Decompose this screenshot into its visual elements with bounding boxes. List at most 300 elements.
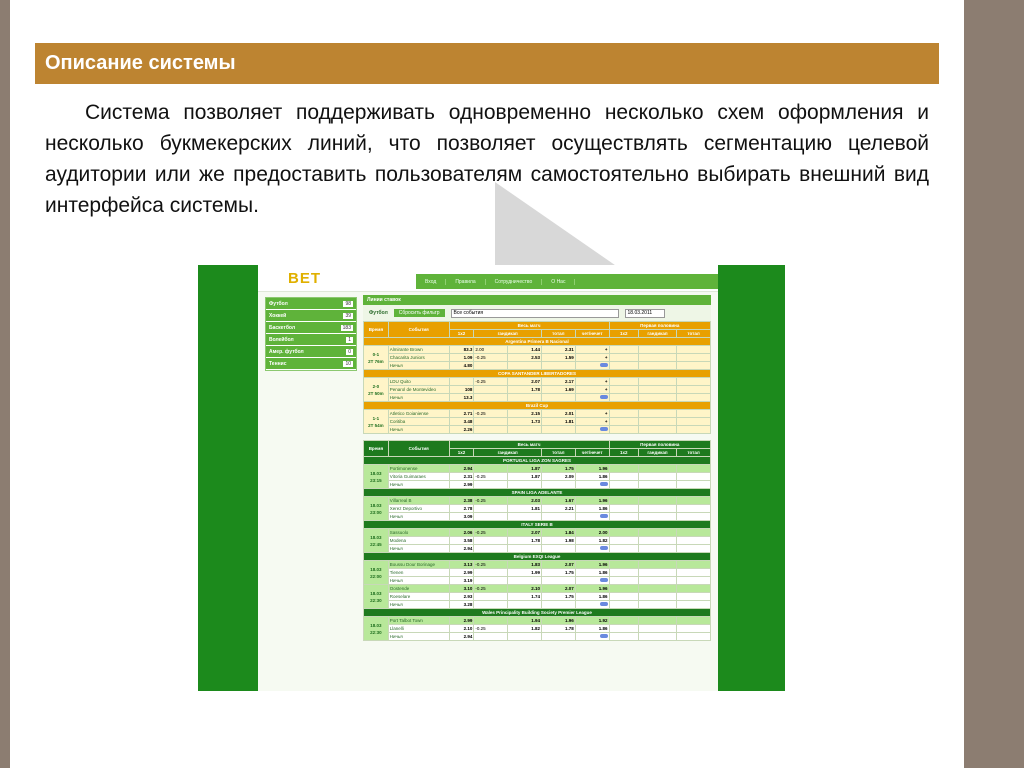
team-name: Boussu Dour Borinage [388,561,449,569]
odds-even-odd-value: 1.86 [598,506,608,511]
info-icon[interactable] [600,602,608,606]
half-total[interactable] [677,473,711,481]
half-1x2[interactable] [609,426,638,434]
info-icon[interactable] [600,363,608,367]
half-total[interactable] [677,625,711,633]
decorative-triangle [495,182,625,272]
odds-total[interactable]: 1.78 [541,625,575,633]
odds-even-odd[interactable] [575,561,609,569]
odds-total[interactable] [541,577,575,585]
handicap-value [474,386,508,394]
odds-handicap[interactable] [508,513,542,521]
odds-1x2[interactable]: 2.26 [449,426,474,434]
sidebar-item-label: Амер. футбол [269,348,304,355]
sidebar-item-5[interactable] [266,358,356,370]
odds-total[interactable] [541,545,575,553]
half-1x2[interactable] [609,617,638,625]
odds-handicap[interactable]: 1.82 [508,625,542,633]
event-clock: 22:30 [370,629,382,635]
subheader-cell: 1x2 [609,449,638,457]
odds-even-odd[interactable] [575,378,609,386]
info-icon[interactable] [600,395,608,399]
half-handicap[interactable] [638,545,676,553]
half-1x2[interactable] [609,569,638,577]
odds-handicap[interactable]: 1.73 [508,418,542,426]
odds-even-odd[interactable] [575,537,609,545]
table-row [364,354,711,362]
betting-site-screenshot [198,265,785,691]
half-total[interactable] [677,585,711,593]
half-total[interactable] [677,418,711,426]
league-row [364,338,711,346]
header-row [364,441,711,449]
odds-total[interactable]: 1.98 [541,537,575,545]
odds-1x2[interactable]: 2.99 [449,617,474,625]
half-handicap[interactable] [638,537,676,545]
info-icon[interactable] [600,514,608,518]
half-handicap[interactable] [638,410,676,418]
team-name: Villarreal B [388,497,449,505]
odds-handicap[interactable] [508,481,542,489]
betting-lines [363,295,711,641]
half-1x2[interactable] [609,545,638,553]
odds-1x2[interactable] [449,378,474,386]
odds-1x2[interactable]: 3.10 [449,585,474,593]
odds-1x2[interactable]: 2.94 [449,465,474,473]
half-total[interactable] [677,497,711,505]
half-total[interactable] [677,593,711,601]
odds-handicap[interactable] [508,426,542,434]
half-1x2[interactable] [609,362,638,370]
odds-total[interactable]: 1.75 [541,569,575,577]
half-1x2[interactable] [609,561,638,569]
odds-even-odd[interactable] [575,569,609,577]
half-1x2[interactable] [609,585,638,593]
sidebar-item-0[interactable] [266,298,356,310]
half-total[interactable] [677,633,711,641]
odds-handicap[interactable]: 2.15 [508,410,542,418]
odds-even-odd[interactable] [575,577,609,585]
odds-even-odd-value: 1.96 [598,498,608,503]
odds-handicap[interactable]: 1.74 [508,593,542,601]
half-1x2[interactable] [609,577,638,585]
site-nav [416,274,718,289]
team-name: Almirante Brown [388,346,449,354]
half-handicap[interactable] [638,497,676,505]
odds-even-odd[interactable] [575,354,609,362]
half-total[interactable] [677,577,711,585]
odds-even-odd-value: + [604,347,608,352]
odds-even-odd[interactable] [575,625,609,633]
half-handicap[interactable] [638,593,676,601]
odds-handicap[interactable]: 2.03 [508,497,542,505]
odds-handicap[interactable] [508,633,542,641]
odds-1x2[interactable]: 2.71 [449,410,474,418]
table-row [364,577,711,585]
odds-handicap[interactable]: 1.83 [508,561,542,569]
table-row [364,617,711,625]
event-score: 18.03 [370,470,382,476]
table-row [364,386,711,394]
half-handicap[interactable] [638,394,676,402]
half-handicap[interactable] [638,529,676,537]
odds-total[interactable]: 2.09 [541,473,575,481]
odds-total[interactable]: 1.84 [541,529,575,537]
table-row [364,378,711,386]
half-total[interactable] [677,378,711,386]
half-1x2[interactable] [609,354,638,362]
league-name: Brazil Cup [364,402,711,410]
odds-total[interactable]: 1.69 [541,386,575,394]
half-total[interactable] [677,394,711,402]
table-row [364,426,711,434]
odds-total[interactable] [541,481,575,489]
event-time [364,346,389,370]
odds-even-odd[interactable] [575,410,609,418]
half-1x2[interactable] [609,625,638,633]
half-1x2[interactable] [609,601,638,609]
info-icon[interactable] [600,578,608,582]
half-handicap[interactable] [638,465,676,473]
half-handicap[interactable] [638,577,676,585]
reset-filter-button[interactable]: Сбросить фильтр [394,309,445,317]
half-total[interactable] [677,537,711,545]
odds-even-odd[interactable] [575,513,609,521]
handicap-value [474,362,508,370]
odds-handicap[interactable] [508,394,542,402]
team-name: Modena [388,537,449,545]
odds-total[interactable] [541,394,575,402]
half-1x2[interactable] [609,394,638,402]
odds-handicap[interactable] [508,545,542,553]
subheader-cell: тотал [541,449,575,457]
subheader-cell: гандикап [638,330,676,338]
header-time: Время [364,441,389,457]
sidebar-item-1[interactable] [266,310,356,322]
table-row [364,513,711,521]
half-1x2[interactable] [609,505,638,513]
site-page [258,265,718,691]
half-handicap[interactable] [638,569,676,577]
odds-total[interactable]: 1.81 [541,418,575,426]
handicap-value [474,577,508,585]
half-handicap[interactable] [638,386,676,394]
odds-1x2[interactable]: 1.09 [449,354,474,362]
odds-total[interactable] [541,633,575,641]
odds-1x2[interactable]: 3.58 [449,537,474,545]
team-name: Ничья [388,601,449,609]
odds-even-odd-value: 1.86 [598,626,608,631]
odds-1x2[interactable]: 2.99 [449,569,474,577]
half-handicap[interactable] [638,473,676,481]
half-1x2[interactable] [609,497,638,505]
half-1x2[interactable] [609,481,638,489]
subheader-cell: тотал [677,449,711,457]
site-logo: BET [288,270,321,287]
league-row [364,609,711,617]
odds-even-odd[interactable] [575,418,609,426]
half-total[interactable] [677,617,711,625]
half-total[interactable] [677,481,711,489]
half-1x2[interactable] [609,529,638,537]
league-row [364,521,711,529]
team-name: Ничья [388,394,449,402]
odds-total[interactable]: 2.17 [541,378,575,386]
odds-handicap[interactable] [508,577,542,585]
half-1x2[interactable] [609,418,638,426]
half-1x2[interactable] [609,346,638,354]
team-name: Llanelli [388,625,449,633]
site-header [258,265,718,292]
event-clock: 22:45 [370,541,382,547]
date-select[interactable]: 18.03.2011 [625,309,665,318]
odds-total[interactable] [541,426,575,434]
team-name: Ничья [388,545,449,553]
odds-handicap[interactable]: 1.87 [508,473,542,481]
odds-handicap[interactable]: 1.94 [508,617,542,625]
nav-login[interactable]: Вход [416,279,446,285]
info-icon[interactable] [600,427,608,431]
half-handicap[interactable] [638,585,676,593]
odds-even-odd[interactable] [575,426,609,434]
lines-title: Линии ставок [363,295,711,305]
odds-even-odd[interactable] [575,593,609,601]
half-total[interactable] [677,545,711,553]
half-handicap[interactable] [638,346,676,354]
odds-even-odd[interactable] [575,473,609,481]
odds-1x2[interactable]: 3.19 [449,577,474,585]
odds-1x2[interactable]: 2.93 [449,593,474,601]
table-row [364,545,711,553]
half-handicap[interactable] [638,354,676,362]
odds-handicap[interactable]: 1.78 [508,537,542,545]
odds-handicap[interactable] [508,362,542,370]
odds-handicap[interactable]: 1.87 [508,465,542,473]
table-row [364,346,711,354]
odds-handicap[interactable]: 2.07 [508,529,542,537]
event-select[interactable]: Все события [451,309,619,318]
odds-handicap[interactable]: 2.53 [508,354,542,362]
half-handicap[interactable] [638,426,676,434]
odds-1x2[interactable]: 3.48 [449,418,474,426]
odds-even-odd[interactable] [575,617,609,625]
half-total[interactable] [677,513,711,521]
odds-total[interactable] [541,513,575,521]
odds-even-odd[interactable] [575,386,609,394]
odds-1x2[interactable]: 83.3 [449,346,474,354]
odds-1x2[interactable]: 2.94 [449,545,474,553]
odds-handicap[interactable]: 1.99 [508,569,542,577]
league-name: PORTUGAL LIGA ZON SAGRES [364,457,711,465]
half-1x2[interactable] [609,378,638,386]
team-name: Ничья [388,633,449,641]
header-events: События [388,441,449,457]
odds-1x2[interactable]: 3.13 [449,561,474,569]
nav-partners[interactable]: Сотрудничество [486,279,543,285]
half-total[interactable] [677,346,711,354]
odds-total[interactable]: 2.07 [541,561,575,569]
team-name: Sassuolo [388,529,449,537]
odds-total[interactable]: 2.01 [541,410,575,418]
sidebar-item-count: 98 [345,300,351,307]
half-total[interactable] [677,386,711,394]
odds-total[interactable]: 1.75 [541,593,575,601]
odds-even-odd-value: + [604,387,608,392]
odds-total[interactable]: 2.31 [541,346,575,354]
half-handicap[interactable] [638,505,676,513]
info-icon[interactable] [600,482,608,486]
sidebar-item-label: Баскетбол [269,324,296,331]
odds-even-odd[interactable] [575,465,609,473]
half-total[interactable] [677,505,711,513]
table-row [364,481,711,489]
league-name: ITALY SERIE B [364,521,711,529]
half-total[interactable] [677,362,711,370]
half-handicap[interactable] [638,362,676,370]
half-1x2[interactable] [609,513,638,521]
half-total[interactable] [677,465,711,473]
odds-even-odd[interactable] [575,585,609,593]
half-total[interactable] [677,410,711,418]
half-handicap[interactable] [638,625,676,633]
odds-handicap[interactable]: 1.78 [508,386,542,394]
odds-total[interactable]: 1.75 [541,465,575,473]
event-clock: 22:00 [370,573,382,579]
odds-total[interactable]: 1.67 [541,497,575,505]
half-total[interactable] [677,561,711,569]
half-total[interactable] [677,354,711,362]
half-total[interactable] [677,529,711,537]
half-handicap[interactable] [638,633,676,641]
nav-about[interactable]: О Нас [542,279,575,285]
half-1x2[interactable] [609,410,638,418]
odds-1x2[interactable]: 2.99 [449,481,474,489]
handicap-value [474,617,508,625]
odds-total[interactable]: 1.96 [541,617,575,625]
odds-even-odd[interactable] [575,633,609,641]
half-handicap[interactable] [638,617,676,625]
event-time [364,465,389,489]
odds-even-odd[interactable] [575,505,609,513]
subheader-cell: 1x2 [609,330,638,338]
half-1x2[interactable] [609,633,638,641]
handicap-value [474,633,508,641]
half-1x2[interactable] [609,465,638,473]
header-full-match: Весь матч [449,441,609,449]
subheader-cell: гандикап [638,449,676,457]
odds-1x2[interactable]: 3.28 [449,601,474,609]
odds-even-odd[interactable] [575,346,609,354]
odds-1x2[interactable]: 2.38 [449,497,474,505]
half-1x2[interactable] [609,386,638,394]
half-total[interactable] [677,569,711,577]
odds-1x2[interactable]: 4.80 [449,362,474,370]
league-name: COPA SANTANDER LIBERTADORES [364,370,711,378]
odds-even-odd-value: 1.86 [598,474,608,479]
filter-sport[interactable]: Футбол [369,310,388,316]
info-icon[interactable] [600,546,608,550]
half-1x2[interactable] [609,473,638,481]
odds-even-odd-value: 1.92 [598,618,608,623]
handicap-value: 2.00 [474,346,508,354]
event-score: 18.03 [370,566,382,572]
odds-handicap[interactable]: 2.10 [508,585,542,593]
odds-even-odd-value: 1.96 [598,466,608,471]
half-handicap[interactable] [638,481,676,489]
info-icon[interactable] [600,634,608,638]
half-total[interactable] [677,601,711,609]
odds-total[interactable] [541,601,575,609]
odds-even-odd[interactable] [575,394,609,402]
odds-even-odd[interactable] [575,362,609,370]
half-1x2[interactable] [609,593,638,601]
subheader-cell: тотал [677,330,711,338]
odds-1x2[interactable]: 2.06 [449,529,474,537]
handicap-value [474,418,508,426]
odds-1x2[interactable]: 13.3 [449,394,474,402]
sidebar-item-2[interactable] [266,322,356,334]
half-1x2[interactable] [609,537,638,545]
left-frame-bar [0,0,10,768]
odds-total[interactable]: 2.21 [541,505,575,513]
event-time [364,497,389,521]
half-handicap[interactable] [638,601,676,609]
half-handicap[interactable] [638,561,676,569]
odds-handicap[interactable]: 1.81 [508,505,542,513]
handicap-value [474,601,508,609]
odds-1x2[interactable]: 2.78 [449,505,474,513]
odds-even-odd[interactable] [575,497,609,505]
league-row [364,489,711,497]
odds-total[interactable]: 1.59 [541,354,575,362]
odds-even-odd-value: + [604,411,608,416]
subheader-cell: 1x2 [449,449,474,457]
odds-even-odd[interactable] [575,481,609,489]
odds-total[interactable]: 2.07 [541,585,575,593]
half-total[interactable] [677,426,711,434]
odds-1x2[interactable]: 108 [449,386,474,394]
odds-even-odd[interactable] [575,529,609,537]
odds-even-odd-value: + [604,379,608,384]
odds-1x2[interactable]: 2.94 [449,633,474,641]
odds-handicap[interactable]: 2.07 [508,378,542,386]
nav-rules[interactable]: Правила [446,279,485,285]
half-handicap[interactable] [638,378,676,386]
sidebar-item-count: 0 [348,348,351,355]
league-row [364,553,711,561]
half-handicap[interactable] [638,418,676,426]
event-score: 2-0 [372,383,380,389]
event-time [364,561,389,585]
sidebar-item-label: Волейбол [269,336,294,343]
half-handicap[interactable] [638,513,676,521]
odds-handicap[interactable]: 1.44 [508,346,542,354]
odds-handicap[interactable] [508,601,542,609]
odds-1x2[interactable]: 2.31 [449,473,474,481]
odds-total[interactable] [541,362,575,370]
team-name: Ничья [388,426,449,434]
team-name: Ничья [388,577,449,585]
odds-even-odd[interactable] [575,545,609,553]
odds-1x2[interactable]: 2.10 [449,625,474,633]
odds-even-odd[interactable] [575,601,609,609]
sidebar-item-3[interactable] [266,334,356,346]
odds-1x2[interactable]: 3.09 [449,513,474,521]
event-clock: 22:30 [370,597,382,603]
odds-even-odd-value: 1.96 [598,562,608,567]
team-name: Xerez Deportivo [388,505,449,513]
sidebar-item-4[interactable] [266,346,356,358]
